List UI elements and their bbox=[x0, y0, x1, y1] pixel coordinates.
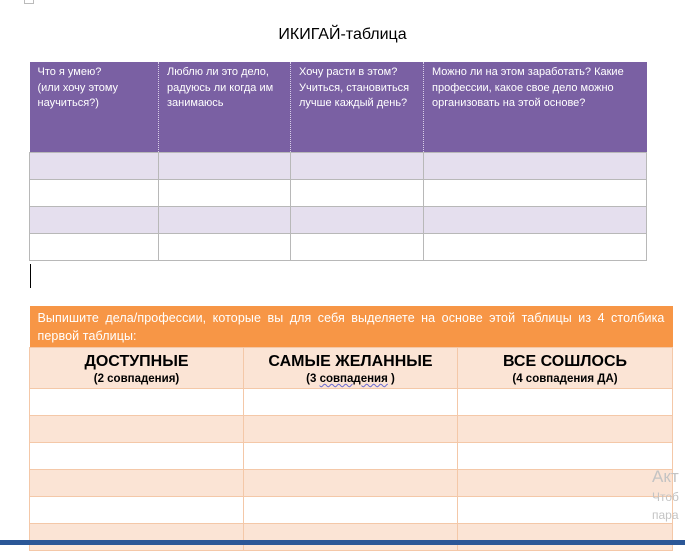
page-corner-mark bbox=[24, 0, 34, 4]
table-row bbox=[30, 470, 673, 497]
table-cell[interactable] bbox=[159, 206, 291, 233]
table-cell[interactable] bbox=[244, 389, 458, 416]
ikigai-table bbox=[29, 62, 647, 261]
table-row bbox=[30, 524, 673, 551]
table-cell[interactable] bbox=[30, 443, 244, 470]
table-cell[interactable] bbox=[291, 206, 424, 233]
table-cell[interactable] bbox=[30, 470, 244, 497]
table-cell[interactable] bbox=[244, 416, 458, 443]
activation-watermark bbox=[652, 466, 679, 524]
subtitle-end: ) bbox=[387, 373, 395, 385]
table-row bbox=[30, 389, 673, 416]
table-cell[interactable] bbox=[159, 179, 291, 206]
table-row bbox=[30, 497, 673, 524]
table-cell[interactable] bbox=[30, 497, 244, 524]
table-cell[interactable] bbox=[424, 233, 647, 260]
caption-row bbox=[30, 306, 673, 348]
table-cell[interactable] bbox=[458, 524, 673, 551]
table-row bbox=[30, 416, 673, 443]
table-cell[interactable] bbox=[458, 497, 673, 524]
watermark-line-1: Акт bbox=[652, 467, 679, 486]
header-available[interactable] bbox=[30, 348, 244, 389]
table-cell[interactable] bbox=[458, 416, 673, 443]
table-cell[interactable] bbox=[30, 179, 159, 206]
table-cell[interactable] bbox=[458, 443, 673, 470]
header-most-desired-subtitle bbox=[246, 372, 455, 386]
header-most-desired[interactable] bbox=[244, 348, 458, 389]
header-available-subtitle: (2 совпадения) bbox=[93, 373, 180, 385]
header-can-earn[interactable]: Можно ли на этом заработать? Какие профессии, какое свое дело можно организовать на этой основе? bbox=[424, 62, 647, 152]
table-cell[interactable] bbox=[291, 152, 424, 179]
table-cell[interactable] bbox=[30, 233, 159, 260]
table-cell[interactable] bbox=[458, 389, 673, 416]
table-cell[interactable] bbox=[244, 443, 458, 470]
table-cell[interactable] bbox=[244, 470, 458, 497]
page-title: ИКИГАЙ-таблица bbox=[278, 26, 407, 43]
header-most-desired-title: САМЫЕ ЖЕЛАННЫЕ bbox=[268, 353, 433, 370]
header-want-grow[interactable]: Хочу расти в этом? Учиться, становиться лучше каждый день? bbox=[291, 62, 424, 152]
table-cell[interactable] bbox=[30, 416, 244, 443]
header-love-it[interactable]: Люблю ли это дело, радуюсь ли когда им занимаюсь bbox=[159, 62, 291, 152]
table-cell[interactable] bbox=[244, 497, 458, 524]
professions-table bbox=[29, 306, 673, 551]
header-all-match-subtitle: (4 совпадения ДА) bbox=[512, 373, 618, 385]
spellcheck-word[interactable]: совпадения bbox=[319, 373, 388, 385]
table-row bbox=[30, 152, 647, 179]
professions-header-row bbox=[30, 348, 673, 389]
table-cell[interactable] bbox=[291, 233, 424, 260]
table-row bbox=[30, 179, 647, 206]
table-row bbox=[30, 233, 647, 260]
table-cell[interactable] bbox=[424, 179, 647, 206]
table-cell[interactable] bbox=[424, 206, 647, 233]
table-cell[interactable] bbox=[159, 233, 291, 260]
table-cell[interactable] bbox=[424, 152, 647, 179]
table-cell[interactable] bbox=[30, 524, 244, 551]
professions-caption[interactable]: Выпишите дела/профессии, которые вы для себя выделяете на основе этой таблицы из 4 столбика первой таблицы: bbox=[30, 306, 673, 348]
table-cell[interactable] bbox=[458, 470, 673, 497]
header-all-match[interactable] bbox=[458, 348, 673, 389]
table-cell[interactable] bbox=[30, 206, 159, 233]
table-cell[interactable] bbox=[30, 389, 244, 416]
table-cell[interactable] bbox=[159, 152, 291, 179]
table-cell[interactable] bbox=[244, 524, 458, 551]
table-row bbox=[30, 443, 673, 470]
watermark-line-2: Чтоб bbox=[652, 490, 679, 504]
table-row bbox=[30, 206, 647, 233]
ikigai-header-row bbox=[30, 62, 647, 152]
taskbar-strip bbox=[0, 540, 685, 545]
watermark-line-3: пара bbox=[652, 508, 679, 522]
table-cell[interactable] bbox=[30, 152, 159, 179]
header-can-do[interactable]: Что я умею? (или хочу этому научиться?) bbox=[30, 62, 159, 152]
text-cursor bbox=[30, 264, 31, 288]
table-cell[interactable] bbox=[291, 179, 424, 206]
subtitle-start: (3 bbox=[306, 373, 320, 385]
header-all-match-title: ВСЕ СОШЛОСЬ bbox=[502, 353, 628, 370]
header-available-title: ДОСТУПНЫЕ bbox=[84, 353, 189, 370]
